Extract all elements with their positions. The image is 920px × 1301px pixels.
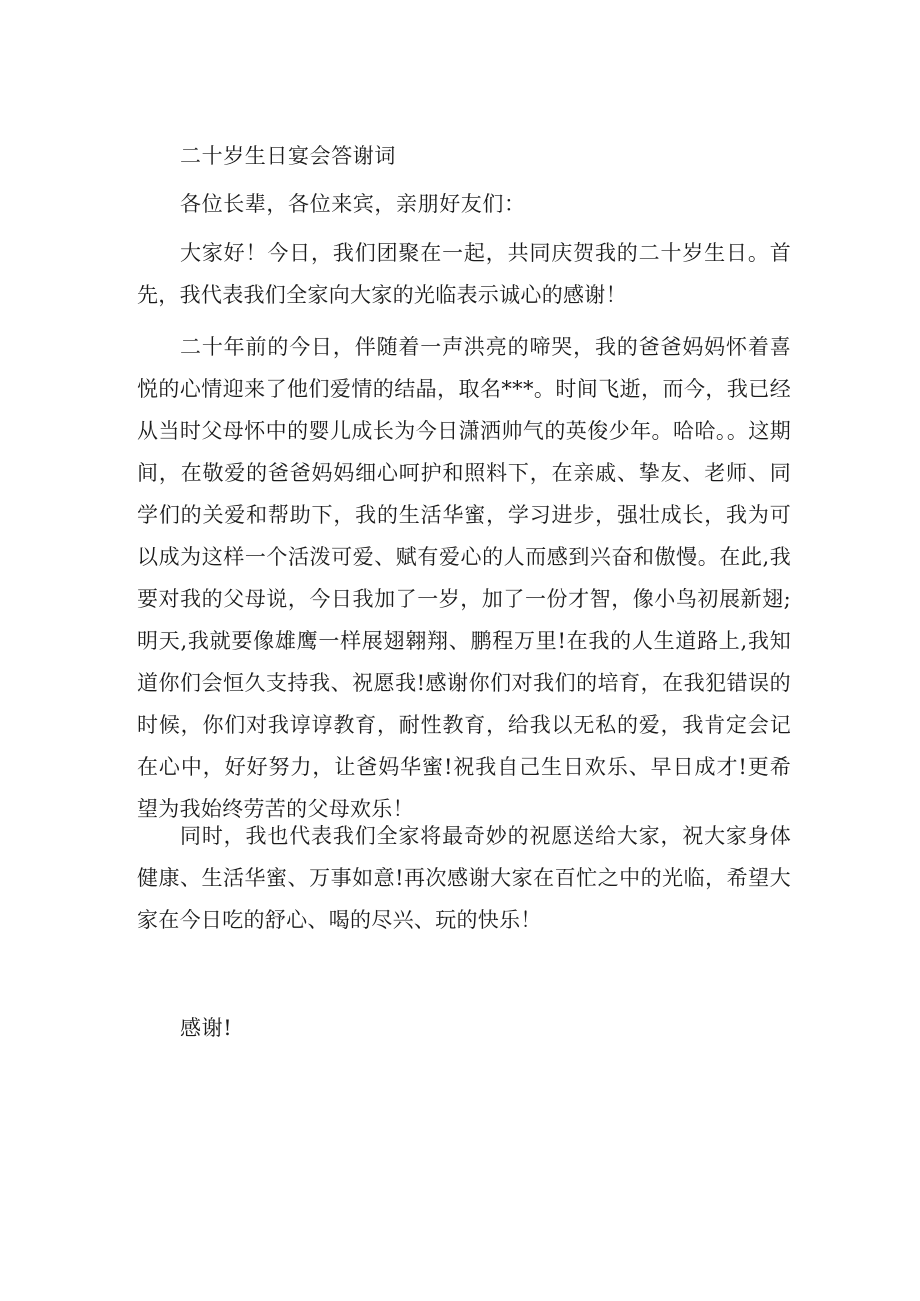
closing-line: 感谢! (180, 1016, 233, 1040)
greeting-line: 各位长辈，各位来宾，亲朋好友们： (180, 192, 526, 216)
paragraph-welcome (137, 232, 791, 316)
paragraph-text: 同时，我也代表我们全家将最奇妙的祝愿送给大家，祝大家身体健康、生活华蜜、万事如意!再次感谢大家在百忙之中的光临，希望大家在今日吃的舒心、喝的尽兴、玩的快乐！ (137, 824, 791, 932)
paragraph-text: 大家好！今日，我们团聚在一起，共同庆贺我的二十岁生日。首先，我代表我们全家向大家的光临表示诚心的感谢！ (137, 241, 791, 307)
paragraph-story (137, 326, 791, 830)
paragraph-wishes (137, 815, 791, 941)
document-title: 二十岁生日宴会答谢词 (180, 144, 396, 168)
paragraph-text: 二十年前的今日，伴随着一声洪亮的啼哭，我的爸爸妈妈怀着喜悦的心情迎来了他们爱情的结晶，取名***。时间飞逝，而今，我已经从当时父母怀中的婴儿成长为今日潇洒帅气的英俊少年。哈哈。。这期间，在敬爱的爸爸妈妈细心呵护和照料下，在亲戚、挚友、老师、同学们的关爱和帮助下，我的生活华蜜，学习进步，强壮成长，我为可以成为这样一个活泼可爱、赋有爱心的人而感到兴奋和傲慢。在此,我要对我的父母说，今日我加了一岁，加了一份才智，像小鸟初展新翅;明天,我就要像雄鹰一样展翅翱翔、鹏程万里!在我的人生道路上,我知道你们会恒久支持我、祝愿我!感谢你们对我们的培育，在我犯错误的时候，你们对我谆谆教育，耐性教育，给我以无私的爱，我肯定会记在心中，好好努力，让爸妈华蜜!祝我自己生日欢乐、早日成才!更希望为我始终劳苦的父母欢乐！ (137, 335, 791, 821)
